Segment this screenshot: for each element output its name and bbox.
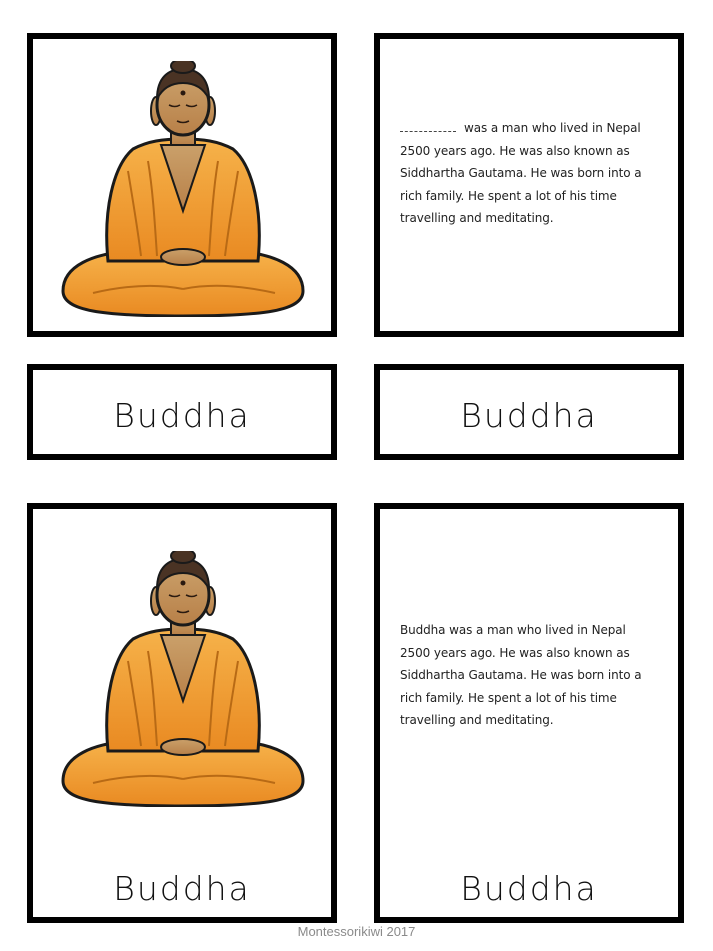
label-card-1 (27, 364, 337, 460)
label-text-4: Buddha (460, 869, 598, 908)
label-text-2: Buddha (460, 396, 598, 435)
full-description-text: Buddha was a man who lived in Nepal 2500 years ago. He was also known as Siddhartha Gautama. He was born into a rich family. He spent a lot of his time travelling and meditating. (400, 623, 642, 727)
label-text-3: Buddha (113, 869, 251, 908)
blank-line (400, 123, 456, 132)
description-label-card (374, 503, 684, 923)
label-card-2 (374, 364, 684, 460)
buddha-illustration (53, 61, 313, 317)
description-text: was a man who lived in Nepal 2500 years ago. He was also known as Siddhartha Gautama. He was born into a rich family. He spent a lot of his time travelling and meditating. (400, 121, 642, 225)
buddha-illustration (53, 551, 313, 807)
label-text-1: Buddha (113, 396, 251, 435)
picture-label-card (27, 503, 337, 923)
description-with-blank (400, 117, 656, 230)
picture-card-top (27, 33, 337, 337)
footer-credit: Montessorikiwi 2017 (297, 924, 416, 939)
text-card-blank (374, 33, 684, 337)
